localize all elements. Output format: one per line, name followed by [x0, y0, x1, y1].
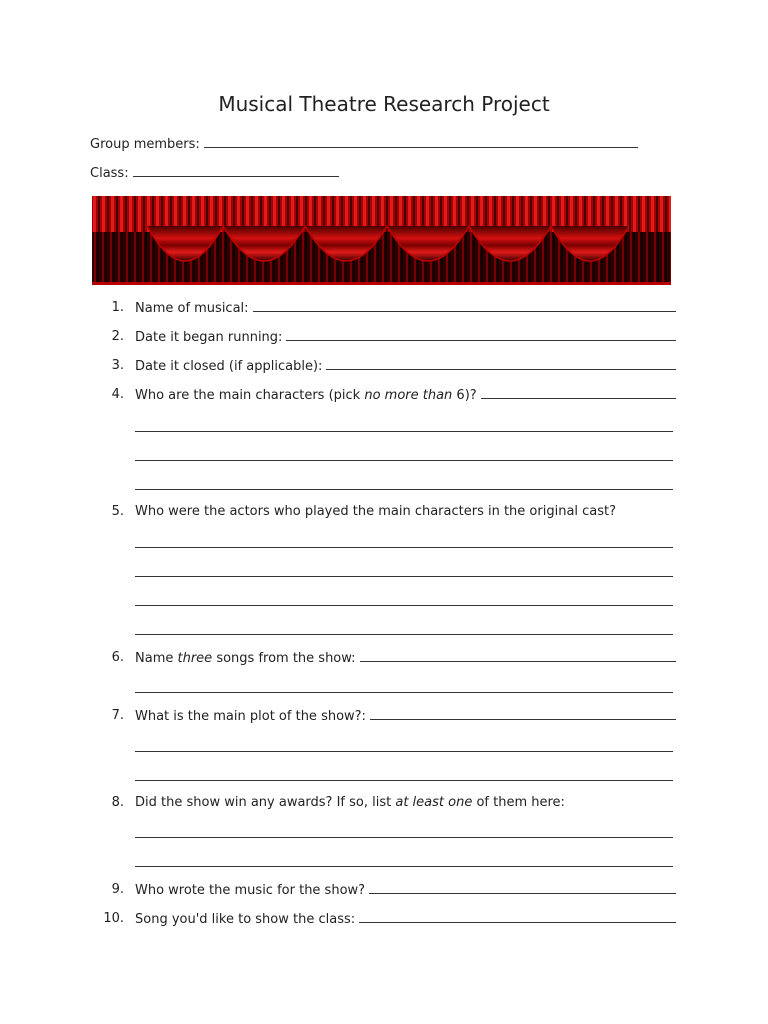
stage-curtain-image — [92, 196, 671, 285]
answer-blank[interactable] — [253, 300, 676, 312]
answer-line[interactable] — [135, 460, 673, 461]
question-number: 1. — [111, 300, 124, 315]
question-text: Who wrote the music for the show? — [135, 883, 366, 898]
question-number: 7. — [111, 708, 124, 723]
question-text: Date it closed (if applicable): — [135, 359, 323, 374]
answer-line[interactable] — [135, 547, 673, 548]
group-members-label: Group members: — [90, 137, 200, 152]
question-1 — [0, 300, 768, 316]
answer-line[interactable] — [135, 634, 673, 635]
answer-line[interactable] — [135, 780, 673, 781]
question-3 — [0, 358, 768, 374]
question-text: What is the main plot of the show?: — [135, 709, 366, 724]
page-title: Musical Theatre Research Project — [218, 92, 550, 116]
question-text: Who were the actors who played the main characters in the original cast? — [135, 504, 617, 519]
question-number: 8. — [111, 795, 124, 810]
answer-line[interactable] — [135, 837, 673, 838]
question-text-end: songs from the show: — [212, 651, 356, 666]
question-5 — [0, 504, 768, 520]
question-text: Date it began running: — [135, 330, 283, 345]
answer-blank[interactable] — [286, 329, 676, 341]
answer-line[interactable] — [135, 751, 673, 752]
class-field — [90, 166, 339, 181]
answer-blank[interactable] — [360, 650, 676, 662]
question-text-start: Name — [135, 651, 178, 666]
question-number: 10. — [103, 911, 124, 926]
question-number: 2. — [111, 329, 124, 344]
left-drape — [92, 232, 152, 285]
question-text-start: Did the show win any awards? If so, list — [135, 795, 396, 810]
group-members-field — [90, 137, 638, 152]
question-text-emphasis: three — [177, 651, 213, 666]
answer-blank[interactable] — [369, 882, 676, 894]
question-text: Song you'd like to show the class: — [135, 912, 356, 927]
question-6 — [0, 650, 768, 666]
question-9 — [0, 882, 768, 898]
answer-line[interactable] — [135, 576, 673, 577]
question-7 — [0, 708, 768, 724]
answer-blank[interactable] — [481, 387, 676, 399]
class-blank[interactable] — [133, 175, 339, 177]
question-number: 6. — [111, 650, 124, 665]
answer-line[interactable] — [135, 605, 673, 606]
question-10 — [0, 911, 768, 927]
question-number: 4. — [111, 387, 124, 402]
answer-line[interactable] — [135, 431, 673, 432]
group-members-blank[interactable] — [204, 146, 638, 148]
answer-line[interactable] — [135, 866, 673, 867]
question-number: 9. — [111, 882, 124, 897]
answer-line[interactable] — [135, 489, 673, 490]
question-text-emphasis: at least one — [395, 795, 473, 810]
question-8 — [0, 795, 768, 811]
question-number: 5. — [111, 504, 124, 519]
question-2 — [0, 329, 768, 345]
answer-blank[interactable] — [359, 911, 676, 923]
question-number: 3. — [111, 358, 124, 373]
right-drape — [617, 232, 671, 285]
question-text-end: of them here: — [472, 795, 565, 810]
class-label: Class: — [90, 166, 129, 181]
question-text: Name of musical: — [135, 301, 249, 316]
answer-line[interactable] — [135, 692, 673, 693]
question-text-start: Who are the main characters (pick — [135, 388, 365, 403]
answer-blank[interactable] — [326, 358, 676, 370]
question-text-end: 6)? — [452, 388, 477, 403]
answer-blank[interactable] — [370, 708, 676, 720]
question-4 — [0, 387, 768, 403]
question-text-emphasis: no more than — [364, 388, 453, 403]
